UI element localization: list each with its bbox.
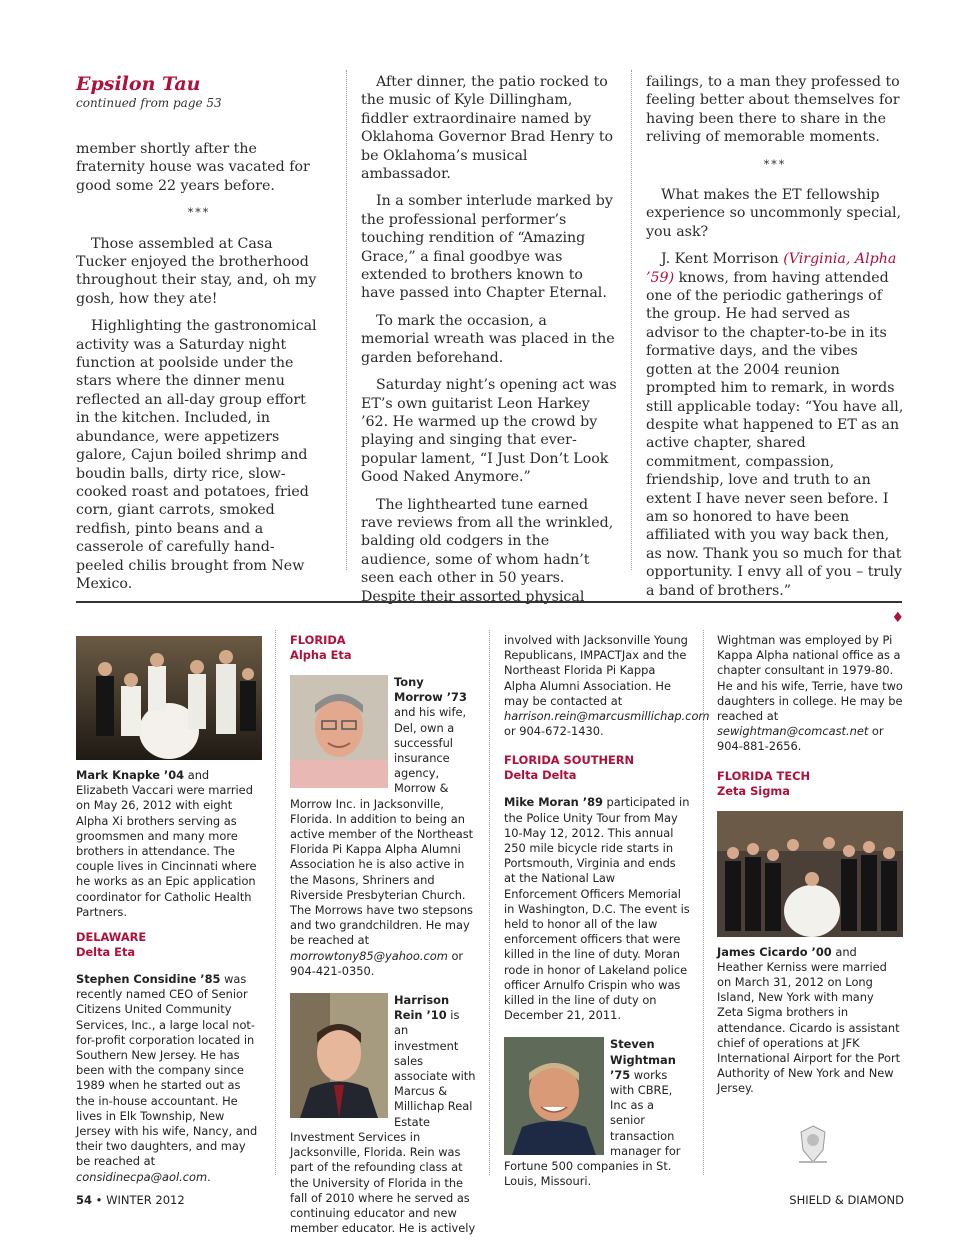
article-paragraph: In a somber interlude marked by the professional performer’s touching rendition of “Amazing Grace,” a final goodbye was extended to brothers known to have passed into Chapter Eternal. xyxy=(361,193,613,302)
article-column-1 xyxy=(76,73,322,602)
notes-column-3 xyxy=(504,633,710,1200)
portrait-wightman xyxy=(504,1037,604,1155)
article-paragraph: Those assembled at Casa Tucker enjoyed the brotherhood throughout their stay, and, oh my gosh, how they ate! xyxy=(76,235,317,307)
chapter-ref: (Virginia, Alpha ’59) xyxy=(646,251,897,286)
note-text: participated in the Police Unity Tour from May 10-May 12, 2012. This annual 250 mile bicycle ride starts in Portsmouth, Virginia and ends at the National Law Enforcement Officers Memorial in Washington, D.C. The event is held to honor all of the law enforcement officers that were killed in the line of duty. Moran rode in honor of Lakeland police officer Arnulfo Crispin who was killed in the line of duty on December 21, 2011. xyxy=(504,795,690,1023)
note-moran xyxy=(504,795,690,1023)
article-column-3 xyxy=(646,73,904,627)
paragraph-text: knows, from having attended one of the periodic gatherings of the group. He had served as advisor to the chapter-to-be in its formative days, and the vibes gotten at the 2004 reunion prompted him to remark, in words still applicable today: “You have all, despite what happened to ET as an active chapter, shared commitment, compassion, friendship, love and truth to an extent I have never seen before. I am so honored to have been affiliated with you way back then, as now. Thank you so much for that opportunity. I envy all of you – truly a band of brothers.” xyxy=(646,269,904,599)
column-divider xyxy=(489,630,490,1175)
section-rule xyxy=(76,601,902,603)
section-break: *** xyxy=(763,157,787,171)
note-text: and Elizabeth Vaccari were married on May 26, 2012 with eight Alpha Xi brothers serving as groomsmen and many more brothers in attendance. The couple lives in Cincinnati where he works as an Epic application coordinator for Catholic Health Partners. xyxy=(76,768,257,919)
end-mark-diamond-icon: ♦ xyxy=(891,609,904,626)
portrait-morrow xyxy=(290,675,388,788)
notes-column-2 xyxy=(290,633,476,1246)
person-name: Harrison Rein ’10 xyxy=(394,993,450,1023)
chapter-name-delta-delta: Delta Delta xyxy=(504,768,577,783)
portrait-rein xyxy=(290,993,388,1118)
column-divider xyxy=(275,630,276,1175)
note-morrow xyxy=(290,675,476,979)
column-divider xyxy=(703,630,704,1175)
page-number: 54 xyxy=(76,1193,93,1207)
wedding-photo-knapke xyxy=(76,636,262,760)
note-text: and Heather Kerniss were married on March 31, 2012 on Long Island, New York with many Zeta Sigma brothers in attendance. Cicardo is assistant chief of operations at JFK International Airport for the Port Authority of New York and New Jersey. xyxy=(717,944,901,1096)
article-paragraph: Highlighting the gastronomical activity was a Saturday night function at poolside under the stars where the dinner menu reflected an all-day group effort in the kitchen. Included, in abundance, were appetizers galore, Cajun boiled shrimp and boudin balls, dirty rice, slow-cooked roast and potatoes, fried corn, giant carrots, smoked redfish, pinto beans and a casserole of carefully hand-peeled chilis brought from New Mexico. xyxy=(76,318,317,592)
note-text: . xyxy=(207,1169,211,1184)
note-text: Wightman was employed by Pi Kappa Alpha national office as a chapter consultant in 1979-80. He and his wife, Terrie, have two daughters in college. He may be reached at xyxy=(717,633,903,724)
person-name: Mike Moran ’89 xyxy=(504,795,603,810)
wedding-photo-cicardo xyxy=(717,811,903,937)
article-title: Epsilon Tau xyxy=(76,73,201,95)
note-text: is an investment sales associate with Marcus & Millichap Real Estate Investment Services in Jacksonville, Florida. Rein was part of the refounding class at the University of Florida in the fall of 2010 where he served as continuing educator and new member educator. He is actively xyxy=(290,1008,476,1236)
note-wightman xyxy=(504,1037,690,1189)
chapter-state-florida-southern: FLORIDA SOUTHERN xyxy=(504,753,635,768)
chapter-name-delta-eta: Delta Eta xyxy=(76,945,136,960)
person-name: Stephen Considine ’85 xyxy=(76,972,221,987)
chapter-name-zeta-sigma: Zeta Sigma xyxy=(717,783,790,798)
email-link[interactable]: considinecpa@aol.com xyxy=(76,1169,208,1184)
note-wightman-continued xyxy=(717,633,903,755)
note-cicardo xyxy=(717,945,903,1097)
person-name: Tony Morrow ’73 xyxy=(394,675,467,705)
note-text: was recently named CEO of Senior Citizens United Community Services, Inc., a large local not-for-profit corporation located in Southern New Jersey. He has been with the company since 1989 when he started out as the in-house accountant. He lives in Elk Township, New Jersey with his wife, Nancy, and their two daughters, and may be reached at xyxy=(76,972,258,1169)
article-paragraph: To mark the occasion, a memorial wreath was placed in the garden beforehand. xyxy=(361,312,615,366)
chapter-name-alpha-eta: Alpha Eta xyxy=(290,648,352,662)
note-text: works with CBRE, Inc as a senior transaction manager for Fortune 500 companies in St. Louis, Missouri. xyxy=(504,1067,681,1189)
article-column-2 xyxy=(361,73,617,615)
person-name: J. Kent Morrison xyxy=(661,251,779,268)
email-link[interactable]: sewightman@comcast.net xyxy=(717,724,869,739)
note-rein-continued xyxy=(504,633,710,739)
person-name: Steven Wightman ’75 xyxy=(610,1037,676,1082)
note-text: or 904-421-0350. xyxy=(290,948,464,978)
issue-date: WINTER 2012 xyxy=(106,1193,185,1207)
note-text: and his wife, Del, own a successful insurance agency, Morrow & Morrow Inc. in Jacksonville, Florida. In addition to being an active member of the Northeast Florida Pi Kappa Alpha Alumni Association he is also active in the Masons, Shriners and Riverside Presbyterian Church. The Morrows have two stepsons and two grandchildren. He may be reached at xyxy=(290,705,474,948)
column-divider xyxy=(631,70,632,570)
note-knapke xyxy=(76,768,262,920)
note-text: or 904-672-1430. xyxy=(504,724,604,739)
note-text: or 904-881-2656. xyxy=(717,724,884,754)
article-paragraph xyxy=(646,250,904,600)
article-paragraph: member shortly after the fraternity house was vacated for good some 22 years before. xyxy=(76,141,310,194)
chapter-state-florida: FLORIDA xyxy=(290,633,346,647)
chapter-state-florida-tech: FLORIDA TECH xyxy=(717,768,811,783)
article-paragraph: Saturday night’s opening act was ET’s own guitarist Leon Harkey ’62. He warmed up the crowd by playing and singing that ever-popular lament, “I Just Don’t Look Good Naked Anymore.” xyxy=(361,377,617,486)
email-link[interactable]: morrowtony85@yahoo.com xyxy=(290,948,448,963)
article-paragraph: failings, to a man they professed to feeling better about themselves for having been there to share in the reliving of memorable moments. xyxy=(646,74,900,146)
magazine-name: SHIELD & DIAMOND xyxy=(789,1193,904,1207)
note-considine xyxy=(76,972,262,1185)
notes-column-4 xyxy=(717,633,903,1107)
fraternity-crest-icon xyxy=(793,1122,833,1168)
email-link[interactable]: harrison.rein@marcusmillichap.com xyxy=(504,709,710,724)
chapter-state-delaware: DELAWARE xyxy=(76,930,147,945)
article-paragraph: The lighthearted tune earned rave reviews from all the wrinkled, balding old codgers in the audience, some of whom hadn’t seen each other in 50 years. Despite their assorted physical xyxy=(361,496,614,605)
article-paragraph: What makes the ET fellowship experience so uncommonly special, you ask? xyxy=(646,187,902,240)
folio xyxy=(76,1193,185,1207)
folio-separator: • xyxy=(92,1193,107,1207)
column-divider xyxy=(346,70,347,570)
notes-column-1 xyxy=(76,633,262,1195)
section-break: *** xyxy=(187,206,211,220)
continued-note: continued from page 53 xyxy=(76,96,222,110)
person-name: Mark Knapke ’04 xyxy=(76,768,185,782)
article-paragraph: After dinner, the patio rocked to the music of Kyle Dillingham, fiddler extraordinaire named by Oklahoma Governor Brad Henry to be Oklahoma’s musical ambassador. xyxy=(361,74,614,183)
note-text: involved with Jacksonville Young Republicans, IMPACTJax and the Northeast Florida Pi Kappa Alpha Alumni Association. He may be contacted at xyxy=(504,633,688,708)
person-name: James Cicardo ’00 xyxy=(717,944,832,959)
note-rein xyxy=(290,993,476,1236)
